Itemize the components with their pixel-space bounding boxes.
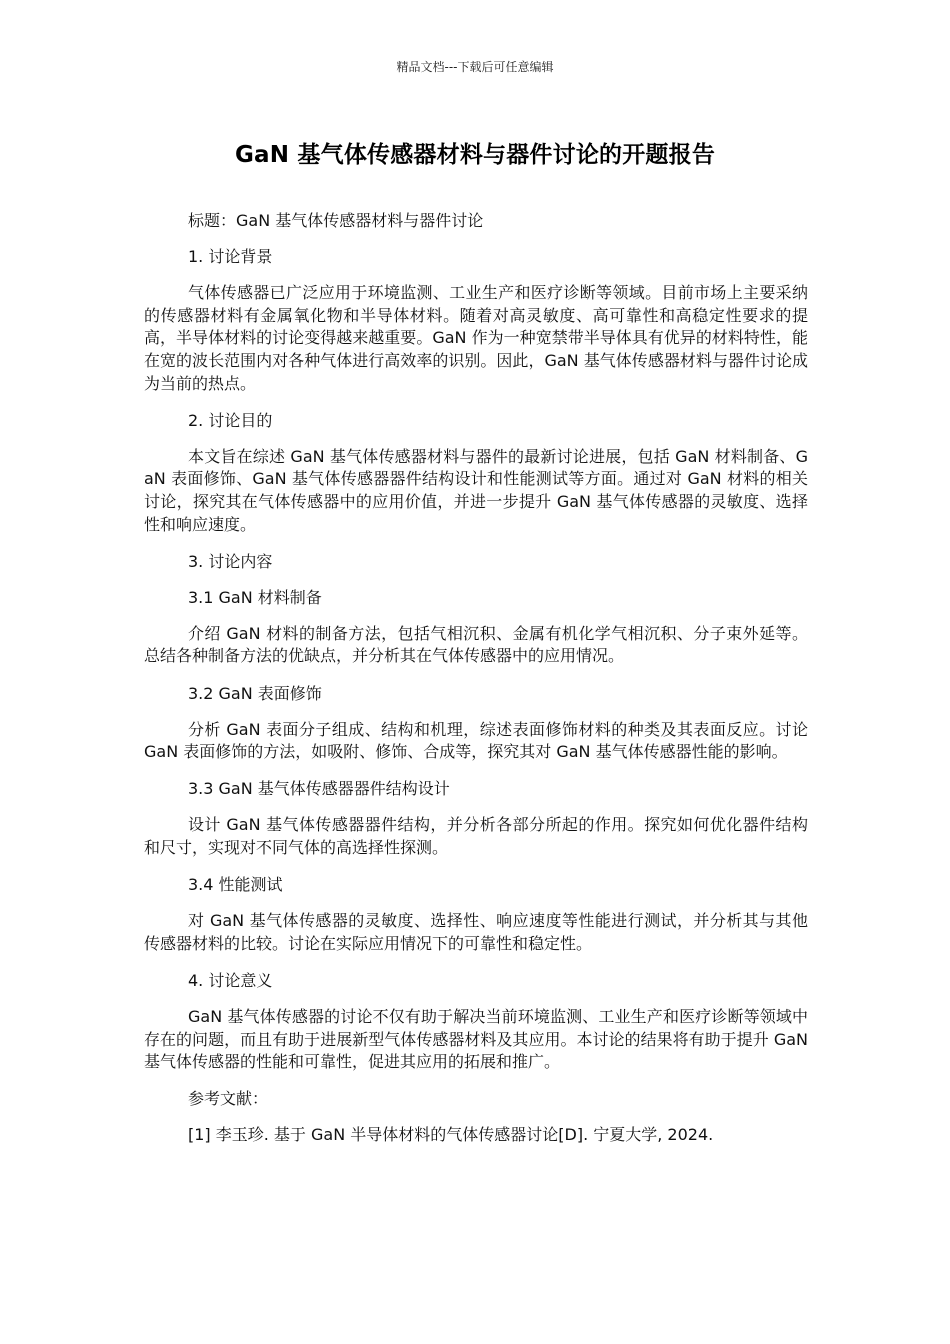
- references-heading: 参考文献：: [188, 1089, 269, 1109]
- section-heading-significance: 4. 讨论意义: [188, 970, 273, 990]
- subsection-heading-3-3: 3.3 GaN 基气体传感器器件结构设计: [188, 779, 450, 799]
- paragraph-3-4: 对 GaN 基气体传感器的灵敏度、选择性、响应速度等性能进行测试，并分析其与其他传感器材料的比较。讨论在实际应用情况下的可靠性和稳定性。: [144, 911, 808, 953]
- document-body: [144, 210, 808, 1160]
- document-title: GaN 基气体传感器材料与器件讨论的开题报告: [234, 142, 716, 168]
- paragraph-3-3: 设计 GaN 基气体传感器器件结构，并分析各部分所起的作用。探究如何优化器件结构和尺寸，实现对不同气体的高选择性探测。: [144, 815, 808, 857]
- page-header: 精品文档---下载后可任意编辑: [396, 60, 554, 74]
- reference-item: [1] 李玉珍. 基于 GaN 半导体材料的气体传感器讨论[D]. 宁夏大学, 2024.: [188, 1125, 714, 1145]
- subsection-heading-3-4: 3.4 性能测试: [188, 875, 283, 895]
- subsection-heading-3-2: 3.2 GaN 表面修饰: [188, 683, 322, 703]
- paragraph-3-1: 介绍 GaN 材料的制备方法，包括气相沉积、金属有机化学气相沉积、分子束外延等。总结各种制备方法的优缺点，并分析其在气体传感器中的应用情况。: [144, 623, 808, 666]
- section-heading-background: 1. 讨论背景: [188, 247, 273, 267]
- paragraph-background: 气体传感器已广泛应用于环境监测、工业生产和医疗诊断等领域。目前市场上主要采纳的传感器材料有金属氧化物和半导体材料。随着对高灵敏度、高可靠性和高稳定性要求的提高，半导体材料的讨论变得越来越重要。GaN 作为一种宽禁带半导体具有优异的材料特性，能在宽的波长范围内对各种气体进行高效率的识别。因此，GaN 基气体传感器材料与器件讨论成为当前的热点。: [144, 283, 808, 393]
- paragraph-purpose: 本文旨在综述 GaN 基气体传感器材料与器件的最新讨论进展，包括 GaN 材料制备、GaN 表面修饰、GaN 基气体传感器器件结构设计和性能测试等方面。通过对 GaN 材料的相关讨论，探究其在气体传感器中的应用价值，并进一步提升 GaN 基气体传感器的灵敏度、选择性和响应速度。: [144, 446, 808, 534]
- subsection-heading-3-1: 3.1 GaN 材料制备: [188, 587, 322, 607]
- subject-line: 标题：GaN 基气体传感器材料与器件讨论: [188, 211, 484, 230]
- paragraph-significance: GaN 基气体传感器的讨论不仅有助于解决当前环境监测、工业生产和医疗诊断等领域中存在的问题，而且有助于进展新型气体传感器材料及其应用。本讨论的结果将有助于提升 GaN 基气体传感器的性能和可靠性，促进其应用的拓展和推广。: [144, 1006, 808, 1072]
- section-heading-content: 3. 讨论内容: [188, 551, 273, 571]
- paragraph-3-2: 分析 GaN 表面分子组成、结构和机理，综述表面修饰材料的种类及其表面反应。讨论 GaN 表面修饰的方法，如吸附、修饰、合成等，探究其对 GaN 基气体传感器性能的影响。: [144, 719, 808, 762]
- section-heading-purpose: 2. 讨论目的: [188, 410, 273, 430]
